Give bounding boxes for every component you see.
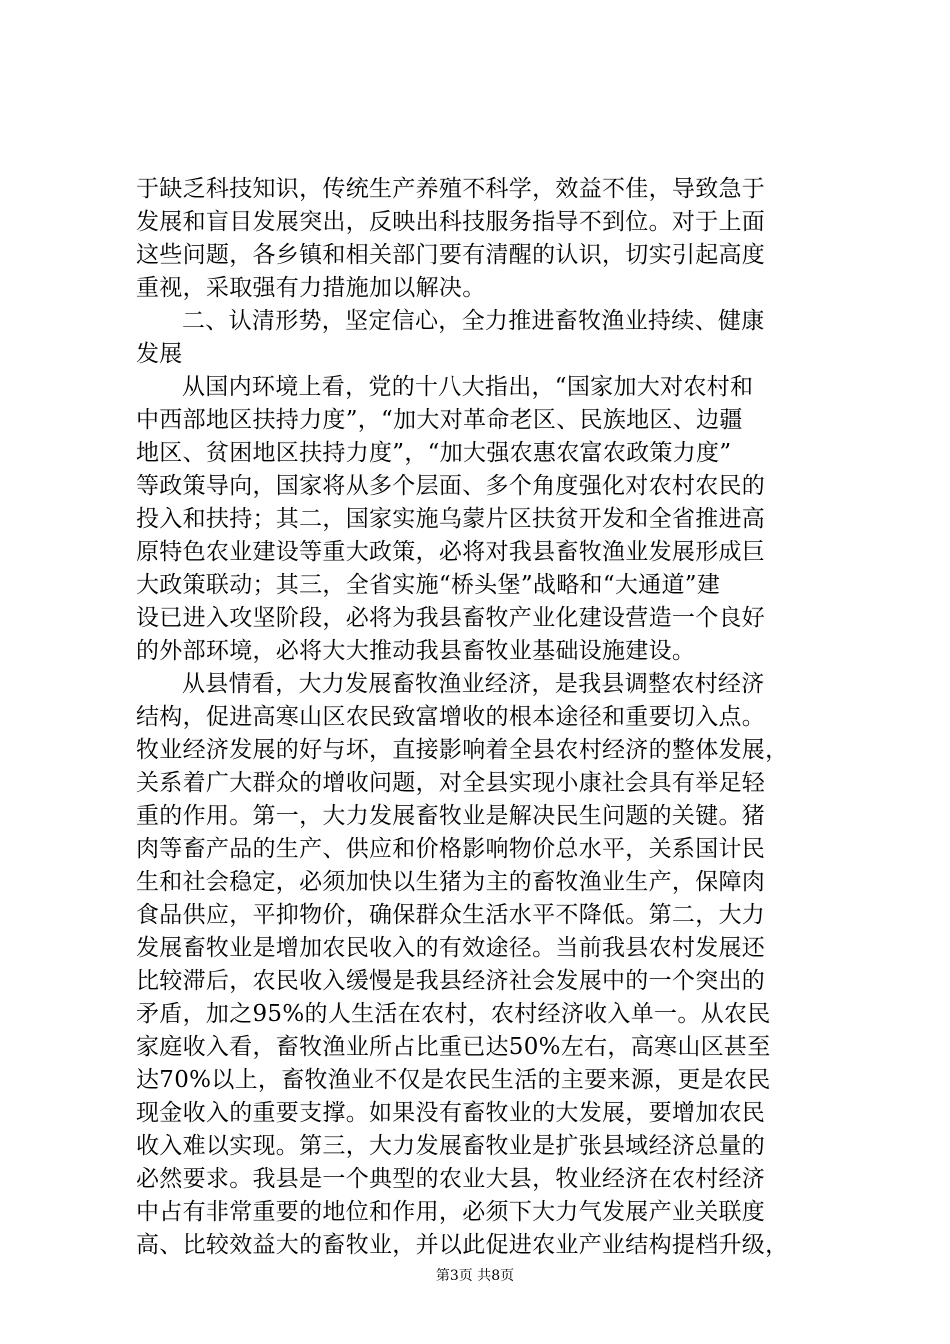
text-line: 重的作用。第一，大力发展畜牧业是解决民生问题的关键。猪: [136, 803, 766, 829]
text-line: 生和社会稳定，必须加快以生猪为主的畜牧渔业生产，保障肉: [136, 869, 766, 895]
text-line: 设已进入攻坚阶段，必将为我县畜牧产业化建设营造一个良好: [136, 605, 766, 631]
text-line: 达70%以上，畜牧渔业不仅是农民生活的主要来源，更是农民: [136, 1067, 771, 1093]
text-line: 结构，促进高寒山区农民致富增收的根本途径和重要切入点。: [136, 704, 766, 730]
text-line: 比较滞后，农民收入缓慢是我县经济社会发展中的一个突出的: [136, 968, 766, 994]
text-line: 中西部地区扶持力度”，“加大对革命老区、民族地区、边疆: [136, 407, 743, 433]
text-line: 这些问题，各乡镇和相关部门要有清醒的认识，切实引起高度: [136, 242, 766, 268]
text-line: 家庭收入看，畜牧渔业所占比重已达50%左右，高寒山区甚至: [136, 1034, 771, 1060]
text-line: 收入难以实现。第三，大力发展畜牧业是扩张县域经济总量的: [136, 1133, 766, 1159]
text-line: 关系着广大群众的增收问题，对全县实现小康社会具有举足轻: [136, 770, 766, 796]
text-line: 必然要求。我县是一个典型的农业大县，牧业经济在农村经济: [136, 1166, 766, 1192]
text-line: 高、比较效益大的畜牧业，并以此促进农业产业结构提档升级，: [136, 1232, 789, 1258]
text-line: 等政策导向，国家将从多个层面、多个角度强化对农村农民的: [136, 473, 766, 499]
text-line: 重视，采取强有力措施加以解决。: [136, 275, 486, 301]
page-footer: [0, 1266, 950, 1286]
text-line: 食品供应，平抑物价，确保群众生活水平不降低。第二，大力: [136, 902, 766, 928]
text-line: 原特色农业建设等重大政策，必将对我县畜牧渔业发展形成巨: [136, 539, 766, 565]
text-line: 矛盾，加之95%的人生活在农村，农村经济收入单一。从农民: [136, 1001, 771, 1027]
text-line: 牧业经济发展的好与坏，直接影响着全县农村经济的整体发展，: [136, 737, 789, 763]
section-heading-continued: 发展: [136, 341, 183, 367]
page-number-label: 第3页 共8页: [435, 1268, 515, 1284]
text-line: 的外部环境，必将大大推动我县畜牧业基础设施建设。: [136, 638, 696, 664]
text-line: 中占有非常重要的地位和作用，必须下大力气发展产业关联度: [136, 1199, 766, 1225]
text-line: 现金收入的重要支撑。如果没有畜牧业的大发展，要增加农民: [136, 1100, 766, 1126]
text-line: 发展畜牧业是增加农民收入的有效途径。当前我县农村发展还: [136, 935, 766, 961]
text-line: 大政策联动；其三，全省实施“桥头堡”战略和“大通道”建: [136, 572, 721, 598]
text-line: 地区、贫困地区扶持力度”，“加大强农惠农富农政策力度”: [136, 440, 732, 466]
text-line: 于缺乏科技知识，传统生产养殖不科学，效益不佳，导致急于: [136, 176, 766, 202]
text-line: 发展和盲目发展突出，反映出科技服务指导不到位。对于上面: [136, 209, 766, 235]
text-line: 投入和扶持；其二，国家实施乌蒙片区扶贫开发和全省推进高: [136, 506, 766, 532]
text-line: 从县情看，大力发展畜牧渔业经济，是我县调整农村经济: [182, 671, 765, 697]
text-line: 肉等畜产品的生产、供应和价格影响物价总水平，关系国计民: [136, 836, 766, 862]
text-line: 从国内环境上看，党的十八大指出，“国家加大对农村和: [182, 374, 754, 400]
section-heading: 二、认清形势，坚定信心，全力推进畜牧渔业持续、健康: [182, 308, 765, 334]
